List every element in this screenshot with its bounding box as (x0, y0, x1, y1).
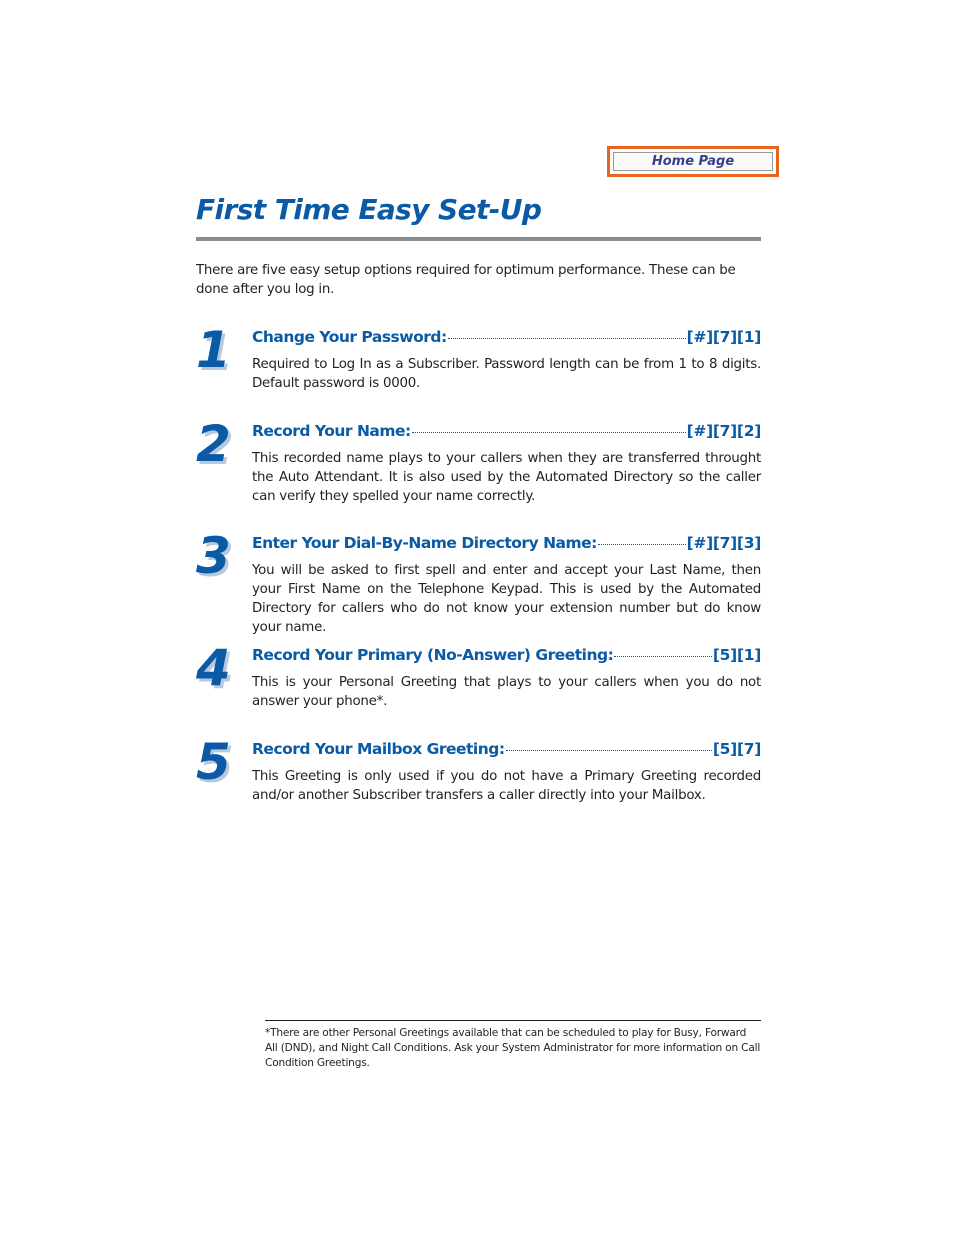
dot-leader (448, 338, 686, 339)
step-description: This Greeting is only used if you do not have a Primary Greeting recorded and/or another Subscriber transfers a caller directly into your Mailbox. (252, 769, 761, 803)
intro-text: There are five easy setup options required for optimum performance. These can be done after you log in. (196, 263, 736, 297)
step-title: Record Your Primary (No-Answer) Greeting: (252, 646, 614, 664)
page-title: First Time Easy Set-Up (196, 193, 542, 226)
key-sequence: [5][7] (712, 740, 761, 758)
key-sequence: [#][7][3] (686, 534, 761, 552)
dot-leader (598, 544, 686, 545)
step-number: 2 (196, 415, 228, 473)
step-number: 1 (196, 321, 228, 379)
footnote: *There are other Personal Greetings available that can be scheduled to play for Busy, Forward All (DND), and Night Call Conditions. Ask your System Administrator for more information on Call Condition Greetings. (265, 1027, 761, 1069)
step-description: This recorded name plays to your callers when they are transferred throught the Auto Attendant. It is also used by the Automated Directory so the caller can verify they spelled your name correctly. (252, 451, 761, 504)
home-page-button[interactable] (607, 146, 779, 177)
key-sequence: [#][7][1] (686, 328, 761, 346)
step-title: Change Your Password: (252, 328, 447, 346)
step-number: 5 (196, 733, 228, 791)
step-number: 3 (196, 527, 228, 585)
step-heading (252, 328, 761, 346)
dot-leader (506, 750, 712, 751)
step-description: Required to Log In as a Subscriber. Password length can be from 1 to 8 digits. Default password is 0000. (252, 357, 761, 391)
step-heading (252, 534, 761, 552)
step-heading (252, 740, 761, 758)
step-title: Enter Your Dial-By-Name Directory Name: (252, 534, 597, 552)
step-heading (252, 422, 761, 440)
footnote-divider (265, 1020, 761, 1021)
dot-leader (412, 432, 686, 433)
key-sequence: [5][1] (712, 646, 761, 664)
step-title: Record Your Name: (252, 422, 411, 440)
step-title: Record Your Mailbox Greeting: (252, 740, 505, 758)
step-description: You will be asked to first spell and enter and accept your Last Name, then your First Name on the Telephone Keypad. This is used by the Automated Directory for callers who do not know your extension number but do know your name. (252, 563, 761, 635)
key-sequence: [#][7][2] (686, 422, 761, 440)
dot-leader (614, 656, 712, 657)
home-page-button-label[interactable]: Home Page (613, 152, 773, 171)
title-divider (196, 237, 761, 241)
step-number: 4 (196, 639, 228, 697)
step-heading (252, 646, 761, 664)
step-description: This is your Personal Greeting that plays to your callers when you do not answer your phone*. (252, 675, 761, 709)
